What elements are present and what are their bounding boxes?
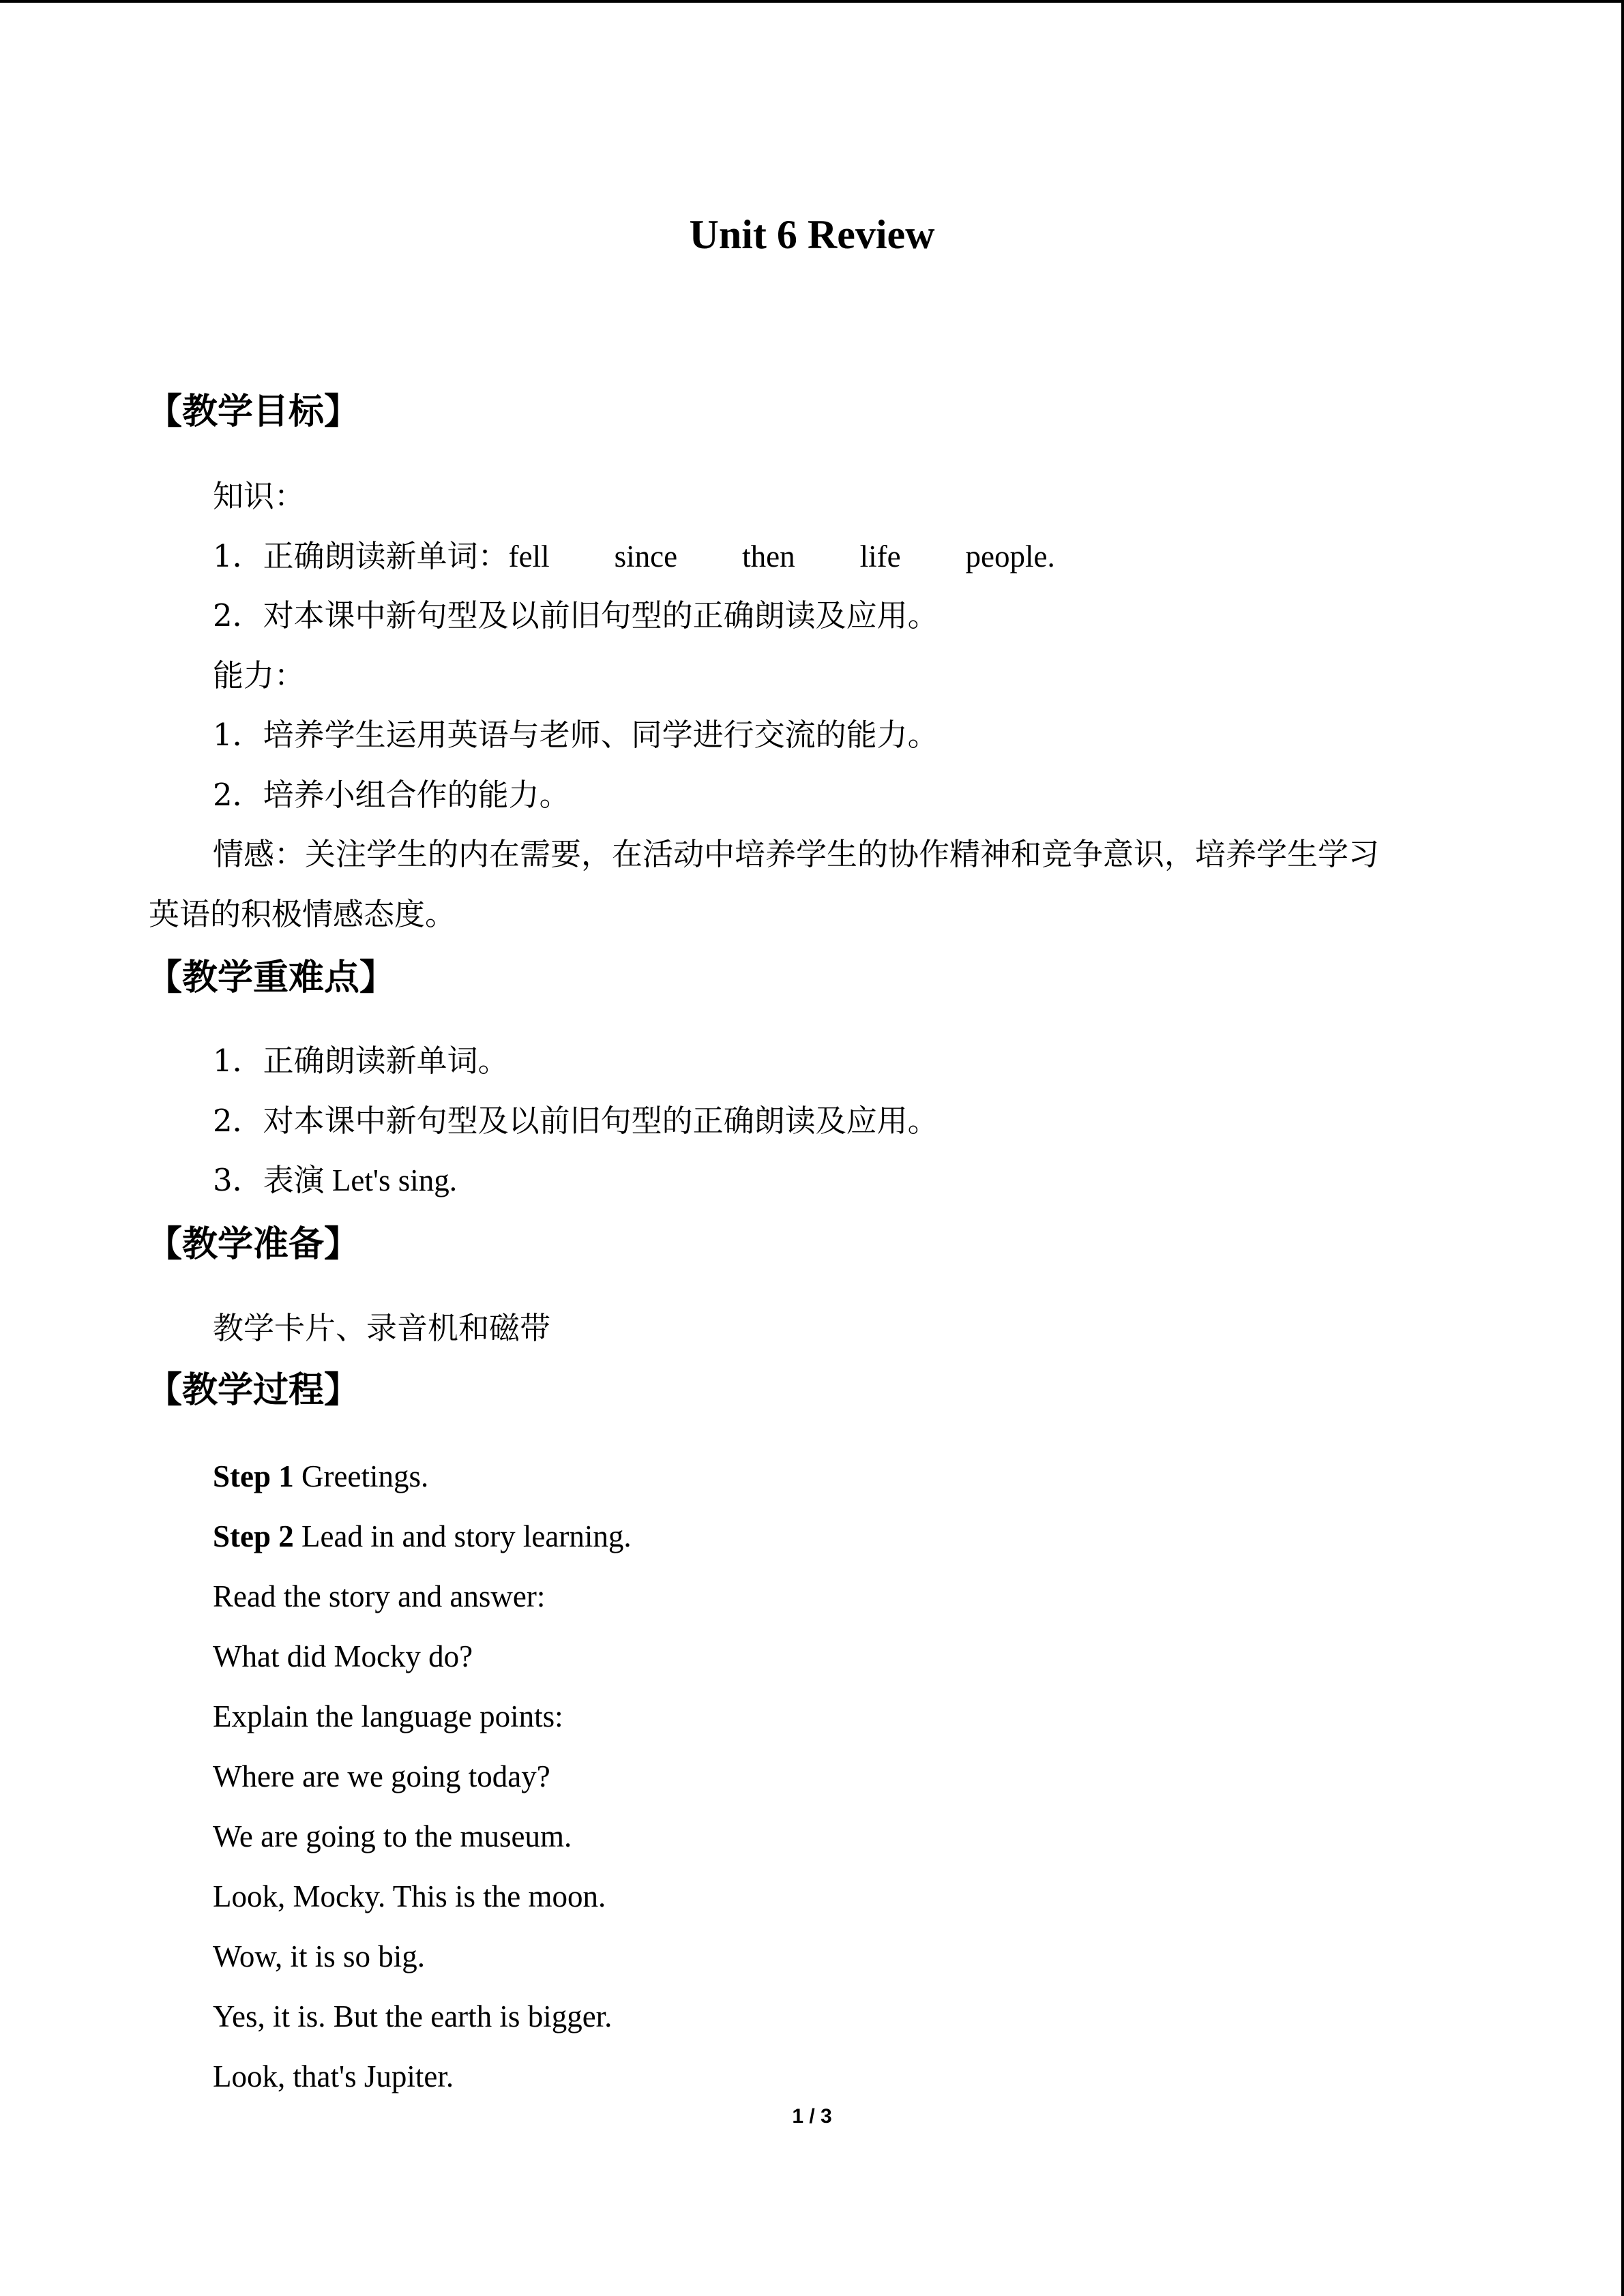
process-line: Look, that's Jupiter. — [213, 2059, 454, 2093]
key-point-3 — [213, 1162, 457, 1198]
process-line: What did Mocky do? — [213, 1639, 473, 1673]
process-line: We are going to the museum. — [213, 1819, 572, 1853]
heading-preparation: 【教学准备】 — [147, 1224, 360, 1265]
knowledge-item-2 — [213, 597, 939, 633]
heading-objectives: 【教学目标】 — [147, 391, 360, 432]
process-line: Read the story and answer: — [213, 1579, 546, 1613]
item-number: 2． — [213, 1103, 263, 1139]
vocab-word: since — [614, 539, 678, 573]
step-label: Step 2 — [213, 1519, 294, 1553]
ability-label: 能力： — [213, 657, 306, 694]
process-line: Wow, it is so big. — [213, 1939, 425, 1973]
item-text: 表演 Let's sing. — [263, 1163, 457, 1197]
emotion-line-1: 情感：关注学生的内在需要，在活动中培养学生的协作精神和竞争意识，培养学生学习 — [213, 836, 1380, 872]
step-label: Step 1 — [213, 1459, 294, 1493]
item-text: 正确朗读新单词。 — [263, 1043, 509, 1079]
page-number: 1 / 3 — [792, 2105, 832, 2128]
heading-process: 【教学过程】 — [147, 1370, 360, 1411]
ability-item-1 — [213, 717, 939, 753]
item-number: 2． — [213, 597, 263, 633]
process-line: Look, Mocky. This is the moon. — [213, 1879, 606, 1913]
item-text: 正确朗读新单词： — [263, 538, 509, 574]
step-1 — [213, 1461, 428, 1492]
step-text: Greetings. — [293, 1459, 429, 1493]
process-line: Where are we going today? — [213, 1759, 550, 1793]
heading-key-points: 【教学重难点】 — [147, 957, 396, 998]
item-number: 3． — [213, 1162, 263, 1198]
vocab-word: people. — [965, 539, 1055, 573]
vocab-words — [509, 539, 1055, 573]
item-text: 培养学生运用英语与老师、同学进行交流的能力。 — [263, 717, 939, 753]
emotion-line-2: 英语的积极情感态度。 — [149, 896, 456, 932]
item-number: 2． — [213, 777, 263, 813]
key-point-1 — [213, 1043, 509, 1079]
step-2 — [213, 1521, 632, 1552]
key-point-2 — [213, 1103, 939, 1139]
vocab-word: life — [859, 539, 901, 573]
item-text: 对本课中新句型及以前旧句型的正确朗读及应用。 — [263, 597, 939, 633]
item-number: 1． — [213, 538, 263, 574]
knowledge-item-1 — [213, 538, 1055, 574]
item-number: 1． — [213, 717, 263, 753]
ability-item-2 — [213, 777, 570, 813]
item-number: 1． — [213, 1043, 263, 1079]
step-text: Lead in and story learning. — [293, 1519, 632, 1553]
vocab-word: fell — [508, 539, 550, 573]
document-title: Unit 6 Review — [689, 212, 935, 257]
vocab-word: then — [742, 539, 795, 573]
process-line: Yes, it is. But the earth is bigger. — [213, 1999, 612, 2033]
item-text: 对本课中新句型及以前旧句型的正确朗读及应用。 — [263, 1103, 939, 1139]
item-text: 培养小组合作的能力。 — [263, 777, 570, 813]
process-line: Explain the language points: — [213, 1699, 563, 1733]
knowledge-label: 知识： — [213, 478, 306, 514]
preparation-text: 教学卡片、录音机和磁带 — [213, 1310, 551, 1346]
